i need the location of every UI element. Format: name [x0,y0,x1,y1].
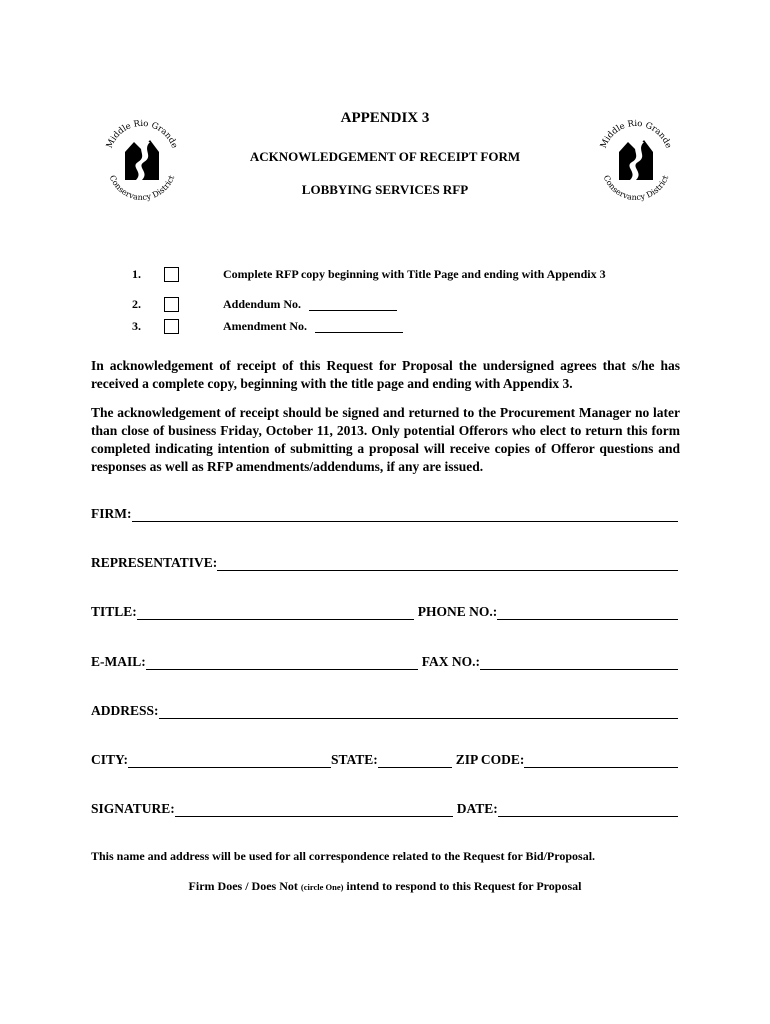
amendment-checkbox[interactable] [164,319,179,334]
checklist-number: 1. [132,266,141,281]
firm-field[interactable] [132,507,679,522]
email-fax-row [91,650,678,670]
city-state-zip-row [91,748,678,768]
svg-text:Conservancy District: Conservancy District [107,173,177,202]
amendment-number-blank[interactable] [315,320,403,333]
phone-field[interactable] [497,605,678,620]
email-field[interactable] [146,655,418,670]
checklist-item-addendum [132,295,397,313]
checklist-item-amendment [132,317,403,335]
svg-text:Conservancy District: Conservancy District [601,173,671,202]
state-field[interactable] [378,753,452,768]
page-title: APPENDIX 3 [340,110,430,126]
title-phone-row [91,600,678,620]
email-label: E-MAIL: [91,654,146,669]
checklist-item-complete-copy [132,265,606,283]
address-label: ADDRESS: [91,703,159,718]
fax-label: FAX NO.: [421,654,480,669]
date-field[interactable] [498,802,678,817]
representative-row [91,551,678,571]
intent-suffix: intend to respond to this Request for Proposal [346,879,582,893]
phone-label: PHONE NO.: [417,604,498,619]
address-row [91,699,678,719]
signature-field[interactable] [175,802,453,817]
zip-field[interactable] [524,753,678,768]
svg-text:Middle Rio Grande: Middle Rio Grande [104,118,180,150]
instructions-paragraph: The acknowledgement of receipt should be signed and returned to the Procurement Manager no later than close of business Friday, October 11, 2013. Only potential Offerors who elect to return this form completed indicating intention of submitting a proposal will receive copies of Offeror questions and responses as well as RFP amendments/addendums, if any are issued. [91,405,680,474]
checklist-label: Amendment No. [223,318,307,333]
rfp-name: LOBBYING SERVICES RFP [301,182,469,197]
complete-copy-checkbox[interactable] [164,267,179,282]
intent-statement [0,879,770,894]
city-field[interactable] [128,753,331,768]
checklist-number: 2. [132,296,141,311]
addendum-checkbox[interactable] [164,297,179,312]
circle-one-hint: (circle One) [300,882,344,892]
city-label: CITY: [91,752,129,767]
checklist-number: 3. [132,318,141,333]
correspondence-note: This name and address will be used for all correspondence related to the Request for Bid/Proposal. [91,849,596,863]
svg-text:Middle Rio Grande: Middle Rio Grande [598,118,674,150]
zip-label: ZIP CODE: [455,752,525,767]
date-label: DATE: [456,801,498,816]
representative-field[interactable] [217,556,678,571]
acknowledgement-paragraph: In acknowledgement of receipt of this Request for Proposal the undersigned agrees that s/he has received a complete copy, beginning with the title page and ending with Appendix 3. [91,358,680,391]
representative-label: REPRESENTATIVE: [91,555,218,570]
firm-row [91,502,678,522]
title-label: TITLE: [91,604,137,619]
checklist-label: Addendum No. [223,296,302,311]
state-label: STATE: [331,752,378,767]
title-field[interactable] [137,605,414,620]
checklist-label: Complete RFP copy beginning with Title Page and ending with Appendix 3 [223,266,606,281]
addendum-number-blank[interactable] [309,298,397,311]
form-subtitle: ACKNOWLEDGEMENT OF RECEIPT FORM [249,149,521,164]
signature-date-row [91,797,678,817]
firm-label: FIRM: [91,506,132,521]
signature-label: SIGNATURE: [91,801,175,816]
intent-prefix[interactable]: Firm Does / Does Not [188,879,298,893]
fax-field[interactable] [480,655,678,670]
address-field[interactable] [159,704,678,719]
